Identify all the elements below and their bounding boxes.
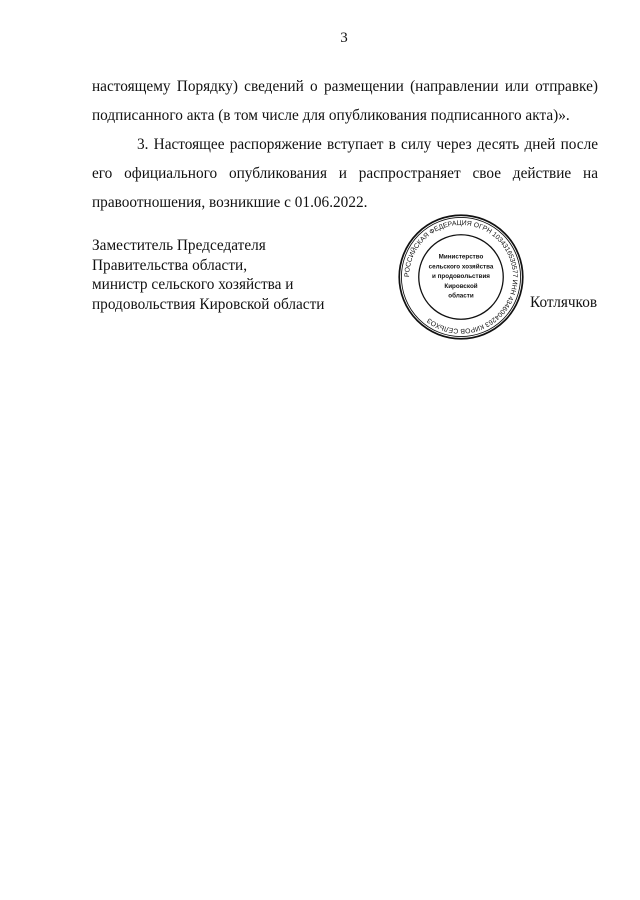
- official-stamp: [396, 212, 526, 342]
- position-line: министр сельского хозяйства и: [92, 276, 294, 293]
- signatory-name: Котлячков: [530, 294, 598, 311]
- stamp-line: и продовольствия: [432, 273, 490, 281]
- paragraph-line: подписанного акта (в том числе для опубликования подписанного акта)».: [92, 107, 570, 124]
- position-line: Правительства области,: [92, 256, 248, 274]
- position-line: Заместитель Председателя: [92, 237, 266, 254]
- paragraph-line: правоотношения, возникшие с 01.06.2022.: [92, 194, 368, 211]
- paragraph-line: настоящему Порядку) сведений о размещении (направлении или отправке): [92, 78, 598, 95]
- stamp-line: области: [448, 292, 474, 300]
- stamp-line: Министерство: [438, 253, 484, 261]
- page-number: 3: [340, 30, 348, 46]
- paragraph-line: 3. Настоящее распоряжение вступает в силу через десять дней после: [137, 136, 598, 153]
- signature-position: [92, 236, 324, 314]
- stamp-line: Кировской: [444, 282, 478, 290]
- stamp-line: сельского хозяйства: [428, 263, 494, 271]
- document-body: [92, 72, 598, 217]
- position-line: продовольствия Кировской области: [92, 295, 325, 313]
- stamp-ring-text: РОССИЙСКАЯ ФЕДЕРАЦИЯ ОГРН 1034316530577 ИНН 4346004263 КИРОВ СЕЛЬХОЗ: [403, 219, 519, 335]
- paragraph-line: его официального опубликования и распространяет свое действие на: [92, 165, 598, 182]
